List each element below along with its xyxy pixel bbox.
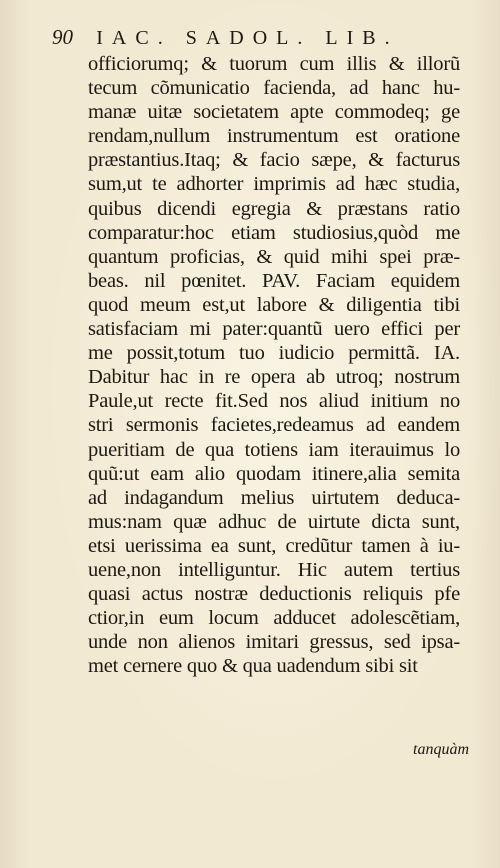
text-line-7: quibus dicendi egregia & præstans ratio xyxy=(88,197,460,220)
text-line-2: tecum cõmunicatio facienda, ad hanc hu- xyxy=(88,77,460,100)
text-line-8: comparatur:hoc etiam studiosius,quòd me xyxy=(88,221,460,244)
text-line-25: unde non alienos imitari gressus, sed ipsa- xyxy=(88,631,460,654)
text-line-16: stri sermonis facietes,redeamus ad eandem xyxy=(88,414,460,437)
text-line-24: ctior,in eum locum adducet adolescẽtiam, xyxy=(88,607,460,630)
text-line-3: manæ uitæ societatem apte commodeq; ge xyxy=(88,101,460,124)
text-line-20: mus:nam quæ adhuc de uirtute dicta sunt, xyxy=(88,510,460,533)
page-header xyxy=(52,22,472,52)
text-line-14: Dabitur hac in re opera ab utroq; nostrum xyxy=(88,366,460,389)
text-line-23: quasi actus nostræ deductionis reliquis pfe xyxy=(88,583,460,606)
text-line-10: beas. nil pœnitet. PAV. Faciam equidem xyxy=(88,269,460,292)
text-line-26: met cernere quo & qua uadendum sibi sit xyxy=(88,655,418,678)
latin-text-block xyxy=(88,52,460,678)
text-line-13: me possit,totum tuo iudicio permittã. IA. xyxy=(88,342,460,365)
page-number: 90 xyxy=(52,25,73,49)
text-line-4: rendam,nullum instrumentum est oratione xyxy=(88,125,460,148)
running-head: IAC. SADOL. LIB. xyxy=(96,27,399,49)
text-line-19: ad indagandum melius uirtutem deduca- xyxy=(88,486,460,509)
text-line-1: officiorumq; & tuorum cum illis & illorũ xyxy=(88,53,460,75)
text-line-9: quantum proficias, & quid mihi spei præ- xyxy=(88,245,460,268)
text-line-12: satisfaciam mi pater:quantũ uero effici per xyxy=(88,318,460,341)
text-line-21: etsi uerissima ea sunt, credũtur tamen à iu- xyxy=(88,534,460,557)
text-line-18: quũ:ut eam alio quodam itinere,alia semita xyxy=(88,462,460,485)
text-line-11: quod meum est,ut labore & diligentia tibi xyxy=(88,293,460,316)
text-line-6: sum,ut te adhorter imprimis ad hæc studia, xyxy=(88,173,460,196)
catchword: tanquàm xyxy=(413,741,469,758)
text-line-15: Paule,ut recte fit.Sed nos aliud initium no xyxy=(88,390,460,413)
text-line-17: pueritiam de qua totiens iam iterauimus lo xyxy=(88,438,460,461)
text-line-5: præstantius.Itaq; & facio sæpe, & facturus xyxy=(88,149,460,172)
text-line-22: uene,non intelliguntur. Hic autem tertius xyxy=(88,558,460,581)
